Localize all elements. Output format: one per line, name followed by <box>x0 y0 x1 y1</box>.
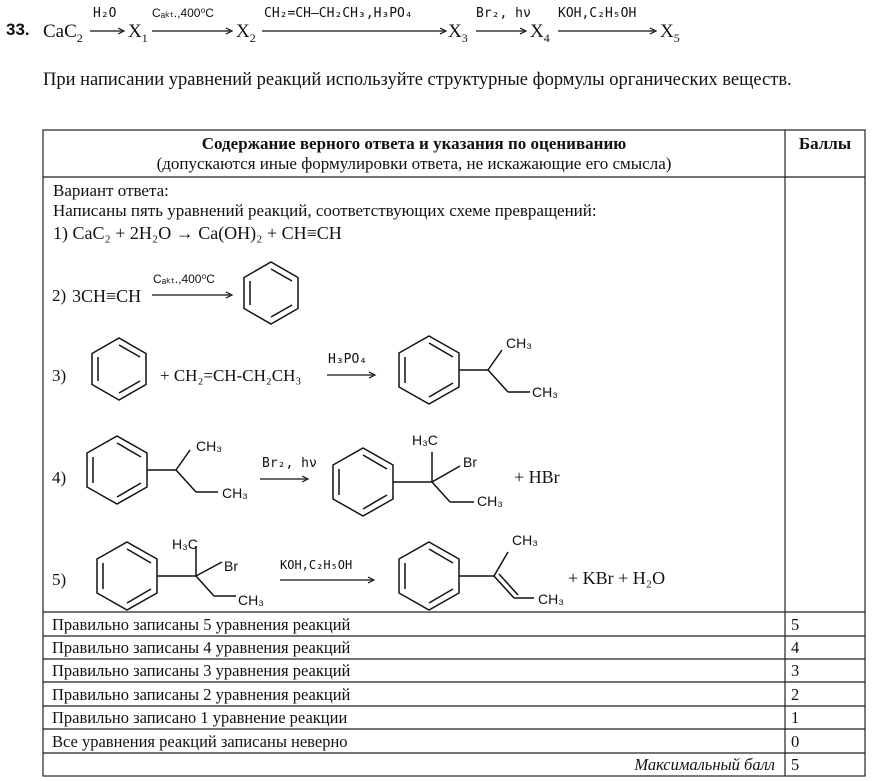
eq2-arrow <box>152 291 234 299</box>
task-number: 33. <box>6 20 30 39</box>
criterion-row-1: Правильно записаны 5 уравнения реакций <box>52 615 351 634</box>
max-score-label: Максимальный балл <box>634 755 775 774</box>
eq5-condition: KOH,C₂H₅OH <box>280 558 353 572</box>
points-row-3: 3 <box>791 661 800 680</box>
equation-1: 1) CaC₂ + 2H₂O → Ca(OH)₂ + CH≡CH <box>53 223 342 243</box>
scheme-step1-condition: H₂O <box>93 6 117 21</box>
criterion-row-2: Правильно записаны 4 уравнения реакций <box>52 638 351 657</box>
scheme-x3: $X_3$ <box>448 21 468 45</box>
eq5-label: 5) <box>52 570 67 589</box>
eq5-ch3-top: CH₃ <box>512 532 538 548</box>
scheme-start: CaC$_2$ <box>43 21 83 45</box>
eq3-arrow <box>327 371 377 379</box>
instruction-text: При написании уравнений реакций используйте структурные формулы органических веществ. <box>43 70 792 90</box>
criterion-row-4: Правильно записаны 2 уравнения реакций <box>52 685 351 704</box>
points-row-2: 4 <box>791 638 800 657</box>
eq3-benzene <box>84 334 154 404</box>
answer-intro: Вариант ответа: <box>53 181 169 200</box>
eq3-ch3-bottom: CH₃ <box>532 384 558 400</box>
points-row-1: 5 <box>791 615 800 634</box>
max-score-points: 5 <box>791 755 800 774</box>
criterion-row-5: Правильно записано 1 уравнение реакции <box>52 708 348 727</box>
points-row-4: 2 <box>791 685 800 704</box>
eq2-condition: Cₐₖₜ.,400⁰C <box>153 272 215 286</box>
header-points-title: Баллы <box>798 134 852 153</box>
eq2-reagent: 3CH≡CH <box>72 286 142 306</box>
points-row-5: 1 <box>791 708 800 727</box>
criterion-row-3: Правильно записаны 3 уравнения реакций <box>52 661 351 680</box>
eq4-ch3-bottom: CH₃ <box>222 485 248 501</box>
eq4-byproduct: + HBr <box>514 467 560 487</box>
eq5-ch3: CH₃ <box>238 592 264 608</box>
eq5-h3c: H₃C <box>172 536 198 552</box>
eq5-ch3-bottom: CH₃ <box>538 591 564 607</box>
eq3-reagent: + CH₂=CH-CH₂CH₃ <box>160 366 302 385</box>
scheme-step2-condition: Cₐₖₜ.,400⁰C <box>152 6 214 20</box>
scheme-x2: $X_2$ <box>236 21 256 45</box>
eq3-ch3-top: CH₃ <box>506 335 532 351</box>
eq4-ch3-top: CH₃ <box>196 438 222 454</box>
eq2-label: 2) <box>52 286 67 305</box>
scheme-x4: $X_4$ <box>530 21 550 45</box>
eq3-label: 3) <box>52 366 67 385</box>
eq4-arrow <box>260 475 310 483</box>
eq4-br: Br <box>463 454 477 470</box>
eq4-h3c: H₃C <box>412 432 438 448</box>
scheme-step5-condition: KOH,C₂H₅OH <box>558 6 637 21</box>
eq5-byproduct: + KBr + H₂O <box>568 568 666 588</box>
eq4-ch3: CH₃ <box>477 493 503 509</box>
eq2-benzene <box>236 258 306 328</box>
eq4-condition: Br₂, hν <box>262 456 317 471</box>
scheme-x1: $X_1$ <box>128 21 148 45</box>
scheme-x5: $X_5$ <box>660 21 680 45</box>
points-row-6: 0 <box>791 732 800 751</box>
eq4-label: 4) <box>52 468 67 487</box>
scheme-step3-condition: CH₂=CH–CH₂CH₃,H₃PO₄ <box>264 6 413 21</box>
criterion-row-6: Все уравнения реакций записаны неверно <box>52 732 348 751</box>
eq5-arrow <box>280 576 376 584</box>
eq3-condition: H₃PO₄ <box>328 352 368 367</box>
header-content-subtitle: (допускаются иные формулировки ответа, не искажающие его смысла) <box>156 154 672 173</box>
answer-statement: Написаны пять уравнений реакций, соответствующих схеме превращений: <box>53 201 597 220</box>
header-content-title: Содержание верного ответа и указания по оцениванию <box>201 134 627 153</box>
eq5-br: Br <box>224 558 238 574</box>
scheme-step4-condition: Br₂, hν <box>476 6 531 21</box>
